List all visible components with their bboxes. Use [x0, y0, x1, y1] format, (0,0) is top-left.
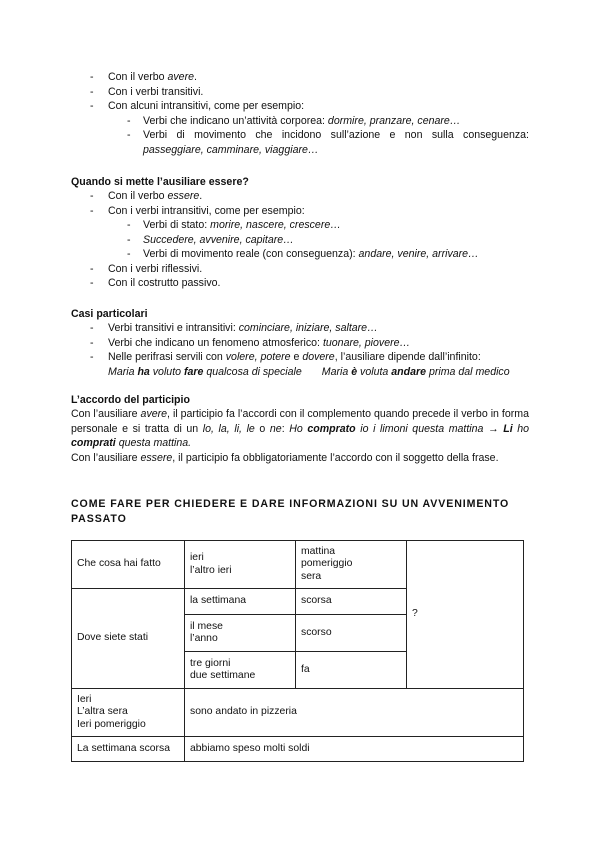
essere-heading: Quando si mette l’ausiliare essere? — [71, 176, 249, 188]
table-cell: abbiamo speso molti soldi — [185, 737, 524, 762]
example-e-voluta: Maria è voluta andare prima dal medico — [321, 365, 510, 378]
list-item: - Con alcuni intransitivi, come per esempio: — [71, 99, 529, 114]
list-item: - Verbi transitivi e intransitivi: cominciare, iniziare, saltare… — [71, 321, 529, 336]
accordo-paragraph-2: Con l’ausiliare essere, il participio fa obbligatoriamente l’accordo con il soggetto della frase. — [71, 451, 499, 464]
table-cell: tre giorni due settimane — [185, 652, 296, 689]
casi-heading: Casi particolari — [71, 308, 148, 320]
avere-section — [71, 70, 529, 157]
table-cell: ieri l’altro ieri — [185, 541, 296, 589]
table-cell: il mese l’anno — [185, 615, 296, 652]
list-item: - Con i verbi transitivi. — [71, 85, 529, 100]
sub-list-item: - Verbi di movimento reale (con conseguenza): andare, venire, arrivare… — [71, 247, 529, 262]
table-cell: Dove siete stati — [72, 589, 185, 689]
essere-sublist — [71, 218, 529, 262]
accordo-example: Ho comprato io i limoni questa mattina → Li ho comprati questa mattina. — [71, 422, 530, 449]
accordo-paragraph-1: Con l’ausiliare avere, il participio fa l’accordi con il complemento quando precede il verbo in forma personale e si tratta di un lo, la, li, le o ne: Ho comprato io i limoni questa mattina → Li ho comprati questa mattina. — [71, 408, 530, 449]
table-cell: la settimana — [185, 589, 296, 615]
table-cell: scorso — [296, 615, 407, 652]
sub-list-item: - Verbi di movimento che incidono sull’azione e non sulla conseguenza: passeggiare, camminare, viaggiare… — [71, 128, 529, 157]
table-cell: mattina pomeriggio sera — [296, 541, 407, 589]
list-item: - Verbi che indicano un fenomeno atmosferico: tuonare, piovere… — [71, 336, 529, 351]
question-mark-cell: ? — [407, 541, 524, 689]
accordo-section — [71, 393, 529, 465]
expressions-table — [71, 540, 524, 762]
casi-section — [71, 307, 529, 379]
avere-sublist — [71, 114, 529, 158]
example-ha-voluto: Maria ha voluto fare qualcosa di speciale — [108, 365, 302, 378]
table-cell: sono andato in pizzeria — [185, 689, 524, 737]
table-cell: La settimana scorsa — [72, 737, 185, 762]
table-row — [72, 689, 524, 737]
table-row — [72, 737, 524, 762]
accordo-heading: L’accordo del participio — [71, 394, 190, 406]
table-cell: scorsa — [296, 589, 407, 615]
sub-list-item: - Succedere, avvenire, capitare… — [71, 233, 529, 248]
table-row — [72, 541, 524, 589]
essere-section — [71, 175, 529, 291]
essere-list — [71, 189, 529, 218]
list-item: - Con il costrutto passivo. — [71, 276, 529, 291]
list-item: - Con il verbo avere. — [71, 70, 529, 85]
casi-list — [71, 321, 529, 379]
sub-list-item: - Verbi che indicano un’attività corporea: dormire, pranzare, cenare… — [71, 114, 529, 129]
table-cell: Che cosa hai fatto — [72, 541, 185, 589]
essere-list-2 — [71, 262, 529, 291]
table-cell: Ieri L’altra sera Ieri pomeriggio — [72, 689, 185, 737]
servili-examples — [108, 365, 529, 380]
table-cell: fa — [296, 652, 407, 689]
list-item: - Con i verbi intransitivi, come per esempio: — [71, 204, 529, 219]
sub-list-item: - Verbi di stato: morire, nascere, crescere… — [71, 218, 529, 233]
list-item: - Con il verbo essere. — [71, 189, 529, 204]
list-item: - Con i verbi riflessivi. — [71, 262, 529, 277]
list-item: - Nelle perifrasi servili con volere, potere e dovere, l’ausiliare dipende dall’infinito: Maria ha voluto fare qualcosa di speciale Maria è voluta andare prima dal medico — [71, 350, 529, 379]
avere-list — [71, 70, 529, 114]
section-title: COME FARE PER CHIEDERE E DARE INFORMAZIONI SU UN AVVENIMENTO PASSATO — [71, 498, 510, 525]
